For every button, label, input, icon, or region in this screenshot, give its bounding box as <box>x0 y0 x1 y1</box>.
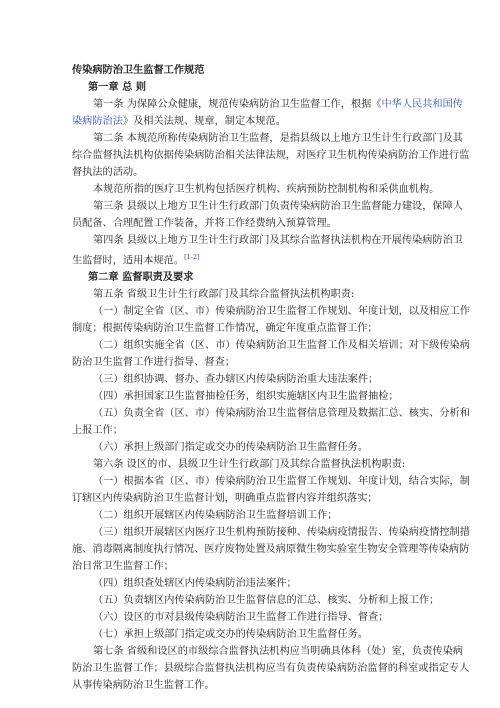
article-6-item-4: （四）组织查处辖区内传染病防治违法案件； <box>93 578 297 590</box>
chapter-1-heading: 第一章 总 则 <box>88 81 147 93</box>
article-5-item-6: （六）承担上级部门指定或交办的传染病防治卫生监督任务。 <box>93 442 369 454</box>
article-5-item-2-line-1: （二）组织实施全省（区、市）传染病防治卫生监督工作及相关培训；对下级传染病 <box>93 340 470 352</box>
article-4-text: 生监督时，适用本规范。 <box>72 255 185 267</box>
article-6-item-2: （二）组织开展辖区内传染病防治卫生监督培训工作； <box>93 510 338 522</box>
article-2-line-3: 督执法的活动。 <box>72 167 144 178</box>
law-link[interactable]: 中华人民共和国传 <box>381 99 463 110</box>
article-1-line-1 <box>72 96 463 113</box>
article-2-line-2: 综合监督执法机构依据传染病防治相关法律法规，对医疗卫生机构传染病防治工作进行监 <box>72 150 470 161</box>
article-4-line-1: 第四条 县级以上地方卫生计生行政部门及其综合监督执法机构在开展传染病防治卫 <box>93 235 463 246</box>
article-2-line-1: 第二条 本规范所称传染病防治卫生监督，是指县级以上地方卫生计生行政部门及其 <box>93 133 463 144</box>
article-7-line-3: 从事传染病防治卫生监督工作。 <box>72 680 215 692</box>
article-5-item-5-line-1: （五）负责全省（区、市）传染病防治卫生监督信息管理及数据汇总、核实、分析和 <box>93 408 470 420</box>
article-3-line-2: 员配备、合理配置工作装备，并将工作经费纳入预算管理。 <box>72 218 337 229</box>
article-6-intro: 第六条 设区的市、县级卫生计生行政部门及其综合监督执法机构职责: <box>93 459 406 471</box>
article-5-item-2-line-2: 防治卫生监督工作进行指导、督查； <box>72 357 235 369</box>
article-6-item-3-line-1: （三）组织开展辖区内医疗卫生机构预防接种、传染病疫情报告、传染病疫情控制措 <box>93 527 470 539</box>
doc-title: 传染病防治卫生监督工作规范 <box>72 64 205 76</box>
article-5-intro: 第五条 省级卫生计生行政部门及其综合监督执法机构职责: <box>93 289 355 301</box>
article-3-line-1: 第三条 县级以上地方卫生计生行政部门负责传染病防治卫生监督能力建设，保障人 <box>93 201 463 212</box>
document-body <box>72 62 470 694</box>
article-7-line-2: 防治卫生监督工作；县级综合监督执法机构应当有负责传染病防治监督的科室或指定专人 <box>72 663 470 675</box>
article-6-item-1-line-1: （一）根据本省（区、市）传染病防治卫生监督工作规划、年度计划，结合实际，制 <box>93 476 470 488</box>
article-4-line-2 <box>72 249 438 269</box>
article-6-item-6: （六）设区的市对县级传染病防治卫生监督工作进行指导、督查； <box>93 612 389 624</box>
article-6-item-7: （七）承担上级部门指定或交办的传染病防治卫生监督任务。 <box>93 629 369 641</box>
article-6-item-1-line-2: 订辖区内传染病防治卫生监督计划，明确重点监督内容并组织落实； <box>72 493 378 505</box>
article-5-item-3: （三）组织协调、督办、查办辖区内传染病防治重大违法案件； <box>93 374 379 386</box>
article-5-item-1-line-2: 制度；根据传染病防治卫生监督工作情况，确定年度重点监督工作； <box>72 323 378 335</box>
article-1-line-2 <box>72 113 438 130</box>
article-7-line-1: 第七条 省级和设区的市级综合监督执法机构应当明确具体科（处）室，负责传染病 <box>93 646 463 658</box>
chapter-2-heading: 第二章 监督职责及要求 <box>88 271 194 284</box>
article-5-item-5-line-2: 上报工作； <box>72 425 123 437</box>
law-link-cont[interactable]: 染病防治法 <box>72 116 123 127</box>
article-6-item-5: （五）负责辖区内传染病防治卫生监督信息的汇总、核实、分析和上报工作； <box>93 595 440 607</box>
article-5-item-4: （四）承担国家卫生监督抽检任务，组织实施辖区内卫生监督抽检； <box>93 391 399 403</box>
article-1-text: 第一条 为保障公众健康，规范传染病防治卫生监督工作，根据《 <box>93 99 382 110</box>
article-2-supplement: 本规范所指的医疗卫生机构包括医疗机构、疾病预防控制机构和采供血机构。 <box>93 184 440 195</box>
article-5-item-1-line-1: （一）制定全省（区、市）传染病防治卫生监督工作规划、年度计划，以及相应工作 <box>93 306 470 318</box>
article-6-item-3-line-2: 施、消毒隔离制度执行情况、医疗废物处置及病原微生物实验室生物安全管理等传染病防 <box>72 544 470 556</box>
citation-link[interactable]: [1-2] <box>184 253 200 261</box>
article-6-item-3-line-3: 治日常卫生监督工作； <box>72 561 174 573</box>
article-1-text-cont: 》及相关法规、规章，制定本规范。 <box>122 116 286 127</box>
